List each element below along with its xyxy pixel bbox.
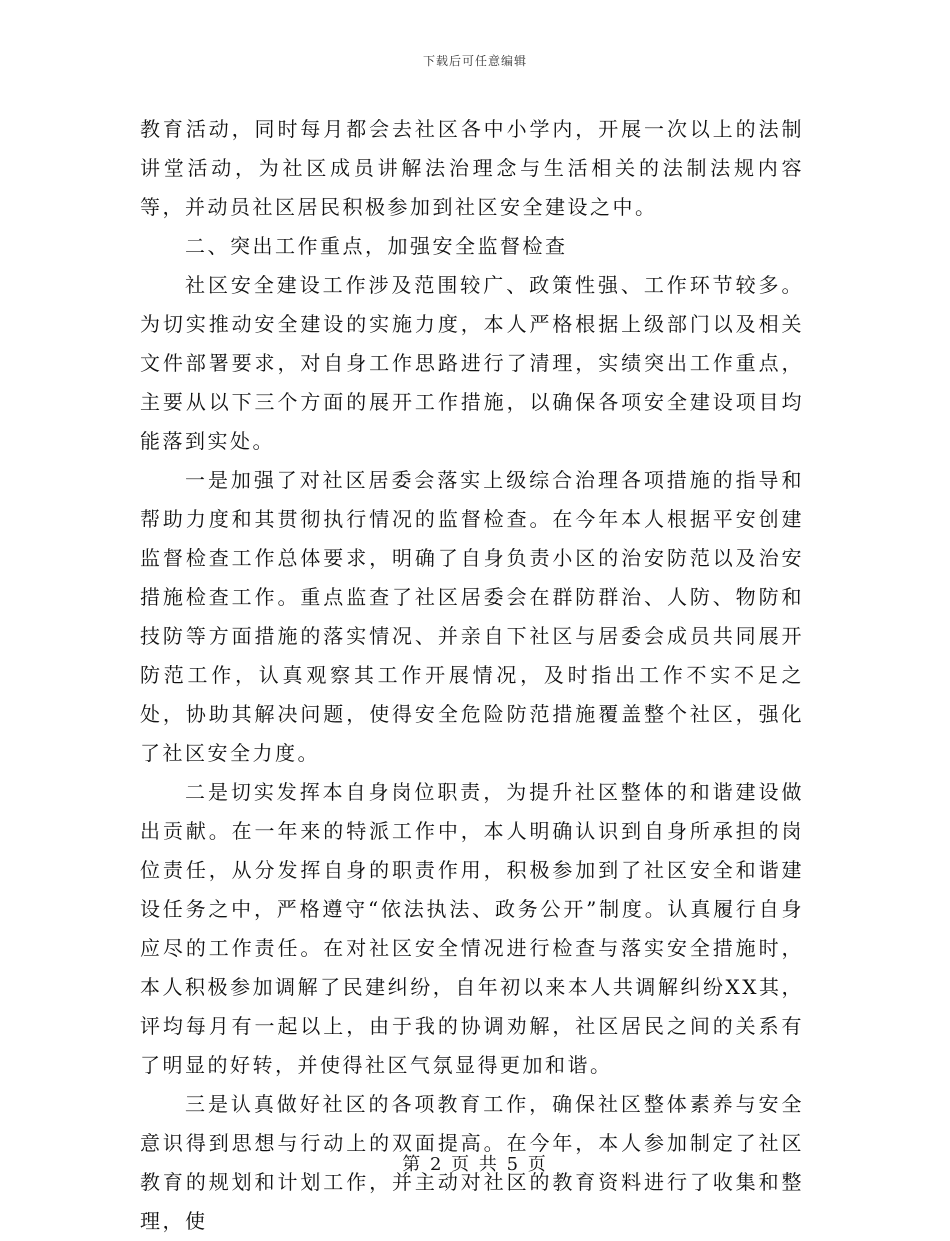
paragraph-point-two: 二是切实发挥本自身岗位职责，为提升社区整体的和谐建设做出贡献。在一年来的特派工作中，本人明确认识到自身所承担的岗位责任，从分发挥自身的职责作用，积极参加到了社区安全和谐建设任务之中，严格遵守“依法执法、政务公开”制度。认真履行自身应尽的工作责任。在对社区安全情况进行检查与落实安全措施时，本人积极参加调解了民建纠纷，自年初以来本人共调解纠纷XX其，评均每月有一起以上，由于我的协调劝解，社区居民之间的关系有了明显的好转，并使得社区气氛显得更加和谐。 — [140, 780, 804, 1077]
page-number-footer: 第 2 页 共 5 页 — [402, 1154, 548, 1175]
section-heading: 二、突出工作重点，加强安全监督检查 — [185, 234, 568, 258]
document-body — [140, 110, 804, 1241]
paragraph-point-three: 三是认真做好社区的各项教育工作，确保社区整体素养与安全意识得到思想与行动上的双面提高。在今年，本人参加制定了社区教育的规划和计划工作，并主动对社区的教育资料进行了收集和整理，使 — [140, 1092, 804, 1233]
paragraph-continuation: 教育活动，同时每月都会去社区各中小学内，开展一次以上的法制讲堂活动，为社区成员讲解法治理念与生活相关的法制法规内容等，并动员社区居民积极参加到社区安全建设之中。 — [140, 117, 804, 219]
paragraph-intro: 社区安全建设工作涉及范围较广、政策性强、工作环节较多。为切实推动安全建设的实施力度，本人严格根据上级部门以及相关文件部署要求，对自身工作思路进行了清理，实绩突出工作重点，主要从以下三个方面的展开工作措施，以确保各项安全建设项目均能落到实处。 — [140, 273, 804, 453]
paragraph-point-one: 一是加强了对社区居委会落实上级综合治理各项措施的指导和帮助力度和其贯彻执行情况的监督检查。在今年本人根据平安创建监督检查工作总体要求，明确了自身负责小区的治安防范以及治安措施检查工作。重点监查了社区居委会在群防群治、人防、物防和技防等方面措施的落实情况、并亲自下社区与居委会成员共同展开防范工作，认真观察其工作开展情况，及时指出工作不实不足之处，协助其解决问题，使得安全危险防范措施覆盖整个社区，强化了社区安全力度。 — [140, 468, 804, 765]
page-header: 下载后可任意编辑 — [422, 54, 527, 68]
